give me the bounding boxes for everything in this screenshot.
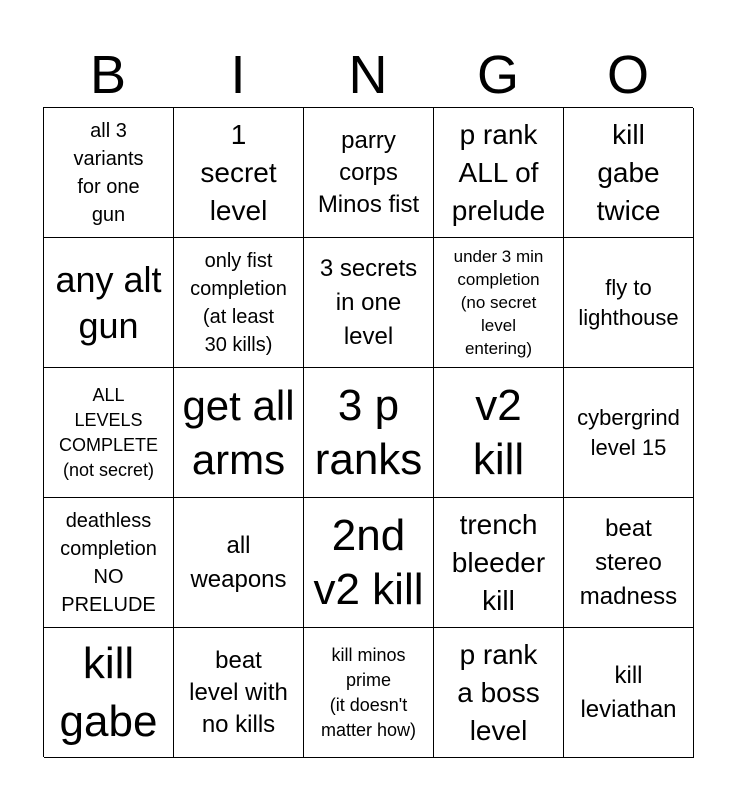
cell-text: 2nd v2 kill — [313, 510, 424, 614]
bingo-cell[interactable] — [174, 238, 304, 368]
cell-text: cybergrind level 15 — [577, 404, 680, 460]
cell-text: beat level with no kills — [189, 646, 288, 738]
header-letter-n: N — [348, 45, 388, 105]
bingo-cell[interactable] — [44, 628, 174, 758]
cell-text: any alt gun — [55, 258, 162, 346]
cell-text: 3 secrets in one level — [319, 254, 418, 350]
header-letter-i: I — [230, 45, 246, 105]
cell-text: all 3 variants for one gun — [73, 119, 144, 226]
bingo-header — [43, 42, 693, 108]
bingo-cell[interactable] — [304, 108, 434, 238]
bingo-cell[interactable] — [304, 498, 434, 628]
bingo-cell[interactable] — [174, 628, 304, 758]
cell-text: fly to lighthouse — [578, 274, 679, 330]
cell-text: v2 kill — [472, 380, 525, 484]
header-letter-b: B — [89, 45, 127, 105]
cell-text: kill gabe twice — [596, 118, 661, 226]
header-letter-g: G — [476, 45, 519, 105]
cell-text: kill gabe — [59, 638, 158, 746]
bingo-cell[interactable] — [564, 368, 694, 498]
bingo-cell[interactable] — [44, 108, 174, 238]
bingo-cell[interactable] — [564, 498, 694, 628]
bingo-cell[interactable] — [304, 628, 434, 758]
bingo-cell[interactable] — [174, 108, 304, 238]
bingo-grid — [43, 107, 693, 757]
cell-text: deathless completion NO PRELUDE — [60, 509, 157, 616]
cell-text: 1 secret level — [200, 118, 277, 226]
cell-text: beat stereo madness — [579, 514, 678, 610]
header-letter-o: O — [606, 45, 649, 105]
bingo-cell[interactable] — [304, 368, 434, 498]
bingo-cell[interactable] — [174, 498, 304, 628]
cell-text: get all arms — [182, 381, 295, 483]
bingo-cell[interactable] — [304, 238, 434, 368]
bingo-cell[interactable] — [174, 368, 304, 498]
cell-text: kill leviathan — [580, 661, 677, 723]
bingo-cell[interactable] — [564, 628, 694, 758]
cell-text: 3 p ranks — [314, 380, 423, 484]
cell-text: only fist completion (at least 30 kills) — [190, 249, 287, 356]
cell-text: trench bleeder kill — [451, 508, 546, 616]
cell-text: all weapons — [190, 531, 287, 593]
bingo-cell[interactable] — [434, 368, 564, 498]
cell-text: kill minos prime (it doesn't matter how) — [320, 644, 417, 740]
bingo-cell[interactable] — [434, 628, 564, 758]
bingo-cell[interactable] — [564, 238, 694, 368]
bingo-cell[interactable] — [434, 108, 564, 238]
bingo-cell[interactable] — [44, 498, 174, 628]
cell-text: ALL LEVELS COMPLETE (not secret) — [58, 384, 159, 480]
cell-text: p rank a boss level — [457, 638, 540, 746]
bingo-cell[interactable] — [44, 238, 174, 368]
cell-text: parry corps Minos fist — [317, 126, 420, 218]
bingo-cell[interactable] — [564, 108, 694, 238]
cell-text: under 3 min completion (no secret level entering) — [453, 247, 544, 358]
bingo-cell[interactable] — [44, 368, 174, 498]
bingo-cell[interactable] — [434, 498, 564, 628]
cell-text: p rank ALL of prelude — [451, 118, 546, 226]
bingo-cell[interactable] — [434, 238, 564, 368]
